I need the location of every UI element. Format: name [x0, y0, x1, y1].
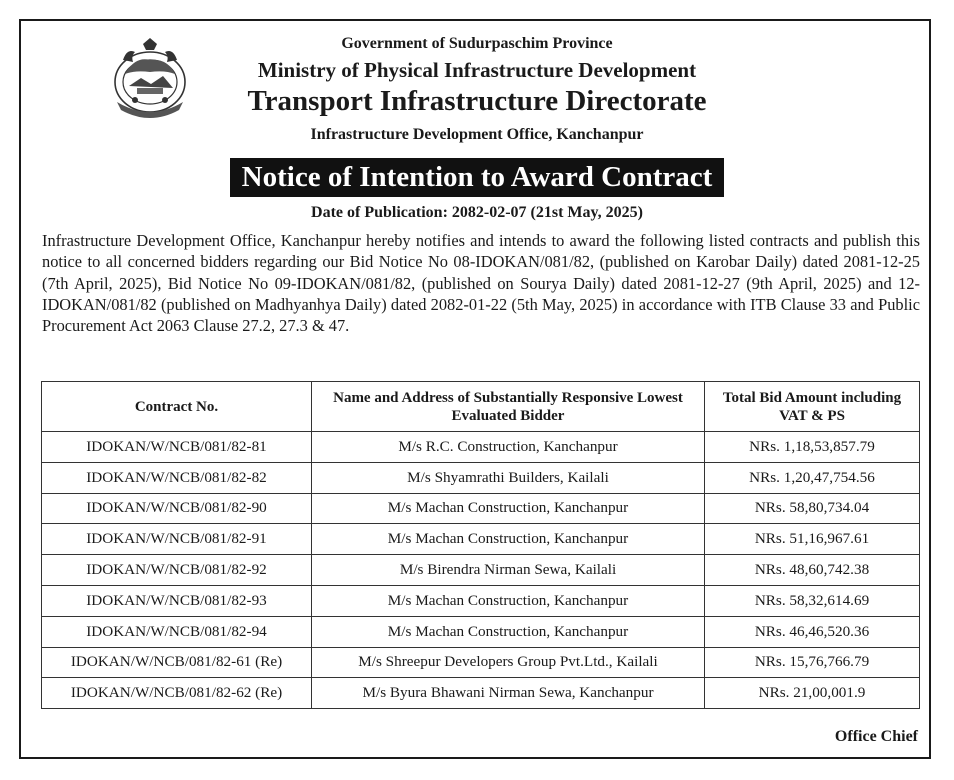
bidder-cell: M/s Machan Construction, Kanchanpur: [312, 585, 705, 616]
amount-cell: NRs. 1,18,53,857.79: [705, 432, 920, 463]
ministry-name: Ministry of Physical Infrastructure Development: [257, 58, 697, 82]
notice-title: Notice of Intention to Award Contract: [230, 158, 725, 197]
header-contract-no: Contract No.: [42, 382, 312, 432]
table-row: [42, 616, 920, 647]
notice-body: Infrastructure Development Office, Kanchanpur hereby notifies and intends to award the following listed contracts and publish this notice to all concerned bidders regarding our Bid Notice No 08-IDOKAN/081/82, (published on Karobar Daily) dated 2081-12-25 (7th April, 2025), Bid Notice No 09-IDOKAN/081/82, (published on Sourya Daily) dated 2081-12-27 (9th April, 2025) and 12-IDOKAN/081/82 (published on Madhyanhya Daily) dated 2082-01-22 (5th May, 2025) in accordance with ITB Clause 33 and Public Procurement Act 2063 Clause 27.2, 27.3 & 47.: [42, 231, 920, 336]
contract-no-cell: IDOKAN/W/NCB/081/82-92: [42, 555, 312, 586]
directorate-name: Transport Infrastructure Directorate: [247, 85, 707, 117]
table-row: [42, 585, 920, 616]
table-row: [42, 462, 920, 493]
notice-banner: [0, 158, 954, 197]
table-header-row: [42, 382, 920, 432]
amount-cell: NRs. 58,32,614.69: [705, 585, 920, 616]
office-name: Infrastructure Development Office, Kanchanpur: [310, 126, 644, 143]
contract-no-cell: IDOKAN/W/NCB/081/82-94: [42, 616, 312, 647]
bidder-cell: M/s Shyamrathi Builders, Kailali: [312, 462, 705, 493]
contract-no-cell: IDOKAN/W/NCB/081/82-91: [42, 524, 312, 555]
amount-cell: NRs. 48,60,742.38: [705, 555, 920, 586]
table-row: [42, 678, 920, 709]
bidder-cell: M/s Machan Construction, Kanchanpur: [312, 616, 705, 647]
amount-cell: NRs. 21,00,001.9: [705, 678, 920, 709]
contract-no-cell: IDOKAN/W/NCB/081/82-61 (Re): [42, 647, 312, 678]
table-row: [42, 432, 920, 463]
bidder-cell: M/s Machan Construction, Kanchanpur: [312, 524, 705, 555]
header-bidder: Name and Address of Substantially Responsive Lowest Evaluated Bidder: [312, 382, 705, 432]
award-table: [41, 381, 920, 709]
amount-cell: NRs. 15,76,766.79: [705, 647, 920, 678]
contract-no-cell: IDOKAN/W/NCB/081/82-62 (Re): [42, 678, 312, 709]
government-name: Government of Sudurpaschim Province: [341, 35, 613, 52]
header-bid-amount: Total Bid Amount including VAT & PS: [705, 382, 920, 432]
signatory: Office Chief: [834, 728, 918, 745]
publication-date: Date of Publication: 2082-02-07 (21st May, 2025): [311, 204, 643, 221]
amount-cell: NRs. 58,80,734.04: [705, 493, 920, 524]
table-row: [42, 524, 920, 555]
amount-cell: NRs. 1,20,47,754.56: [705, 462, 920, 493]
amount-cell: NRs. 46,46,520.36: [705, 616, 920, 647]
amount-cell: NRs. 51,16,967.61: [705, 524, 920, 555]
table-row: [42, 647, 920, 678]
table-row: [42, 555, 920, 586]
contract-no-cell: IDOKAN/W/NCB/081/82-93: [42, 585, 312, 616]
contract-no-cell: IDOKAN/W/NCB/081/82-82: [42, 462, 312, 493]
contract-no-cell: IDOKAN/W/NCB/081/82-90: [42, 493, 312, 524]
bidder-cell: M/s Birendra Nirman Sewa, Kailali: [312, 555, 705, 586]
bidder-cell: M/s Machan Construction, Kanchanpur: [312, 493, 705, 524]
bidder-cell: M/s Byura Bhawani Nirman Sewa, Kanchanpur: [312, 678, 705, 709]
contract-no-cell: IDOKAN/W/NCB/081/82-81: [42, 432, 312, 463]
table-row: [42, 493, 920, 524]
bidder-cell: M/s Shreepur Developers Group Pvt.Ltd., Kailali: [312, 647, 705, 678]
bidder-cell: M/s R.C. Construction, Kanchanpur: [312, 432, 705, 463]
